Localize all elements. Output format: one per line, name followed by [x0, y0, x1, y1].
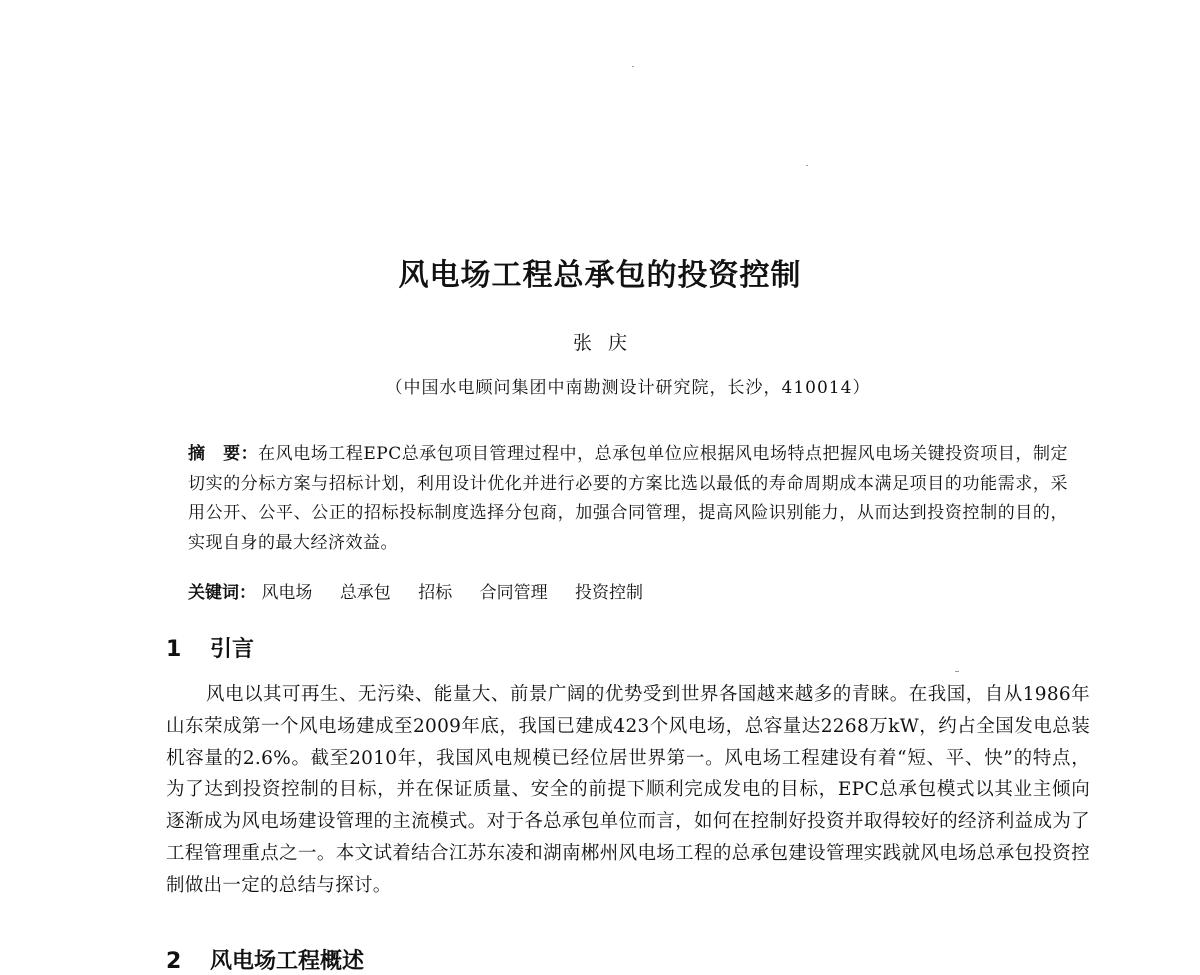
author-affiliation: （中国水电顾问集团中南勘测设计研究院，长沙，410014）	[385, 378, 871, 398]
scan-speck	[955, 671, 959, 672]
section-number: 1	[166, 637, 182, 662]
abstract-text: 在风电场工程EPC总承包项目管理过程中，总承包单位应根据风电场特点把握风电场关键投资项目，制定切实的分标方案与招标计划，利用设计优化并进行必要的方案比选以最低的寿命周期成本满足项目的功能需求，采用公开、公平、公正的招标投标制度选择分包商，加强合同管理，提高风险识别能力，从而达到投资控制的目的，实现自身的最大经济效益。	[188, 444, 1068, 553]
section-number: 2	[166, 949, 182, 974]
section-paragraph: 风电以其可再生、无污染、能量大、前景广阔的优势受到世界各国越来越多的青睐。在我国，自从1986年山东荣成第一个风电场建成至2009年底，我国已建成423个风电场，总容量达2268万kW，约占全国发电总装机容量的2.6%。截至2010年，我国风电规模已经位居世界第一。风电场工程建设有着“短、平、快”的特点，为了达到投资控制的目标，并在保证质量、安全的前提下顺利完成发电的目标，EPC总承包模式以其业主倾向逐渐成为风电场建设管理的主流模式。对于各总承包单位而言，如何在控制好投资并取得较好的经济利益成为了工程管理重点之一。本文试着结合江苏东凌和湖南郴州风电场工程的总承包建设管理实践就风电场总承包投资控制做出一定的总结与探讨。	[166, 684, 1090, 896]
keyword: 总承包	[339, 583, 391, 603]
section-title: 引言	[210, 637, 255, 662]
paper-title: 风电场工程总承包的投资控制	[398, 258, 802, 293]
keywords-label: 关键词：	[188, 583, 256, 603]
keyword: 合同管理	[479, 583, 548, 603]
keywords	[188, 579, 1068, 608]
scan-speck	[806, 165, 808, 166]
keyword: 投资控制	[575, 583, 644, 603]
section-heading	[166, 944, 364, 975]
section-title: 风电场工程概述	[210, 949, 365, 974]
abstract	[188, 440, 1068, 558]
author-name: 张庆	[572, 332, 643, 354]
abstract-label: 摘 要：	[188, 444, 259, 464]
keyword: 风电场	[261, 583, 313, 603]
scan-speck	[632, 66, 634, 67]
keyword: 招标	[418, 583, 453, 603]
section-heading	[166, 632, 254, 663]
